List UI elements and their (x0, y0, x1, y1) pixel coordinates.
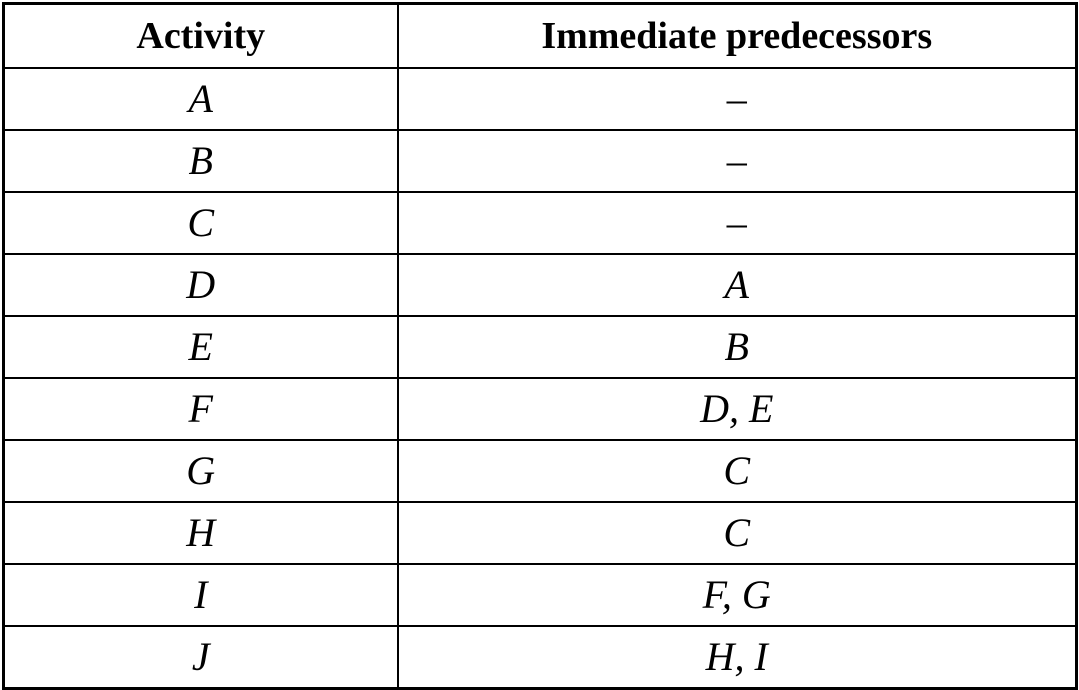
cell-predecessors: – (398, 130, 1077, 192)
table-row (4, 502, 1077, 564)
cell-activity: E (4, 316, 398, 378)
cell-activity: G (4, 440, 398, 502)
table-body (4, 68, 1077, 689)
cell-predecessors: – (398, 68, 1077, 130)
column-header-immediate-predecessors: Immediate predecessors (398, 4, 1077, 69)
cell-predecessors: F, G (398, 564, 1077, 626)
cell-predecessors: D, E (398, 378, 1077, 440)
cell-activity: I (4, 564, 398, 626)
cell-predecessors: C (398, 502, 1077, 564)
cell-activity: H (4, 502, 398, 564)
table-row (4, 192, 1077, 254)
cell-predecessors: B (398, 316, 1077, 378)
table-row (4, 440, 1077, 502)
table-row (4, 378, 1077, 440)
table-row (4, 626, 1077, 689)
cell-activity: D (4, 254, 398, 316)
cell-activity: C (4, 192, 398, 254)
cell-activity: A (4, 68, 398, 130)
cell-predecessors: A (398, 254, 1077, 316)
table-header-row (4, 4, 1077, 69)
table-row (4, 564, 1077, 626)
cell-predecessors: H, I (398, 626, 1077, 689)
cell-activity: J (4, 626, 398, 689)
cell-predecessors: C (398, 440, 1077, 502)
table-row (4, 254, 1077, 316)
table-row (4, 68, 1077, 130)
table-header (4, 4, 1077, 69)
table-row (4, 130, 1077, 192)
precedence-table (2, 2, 1078, 690)
cell-activity: F (4, 378, 398, 440)
column-header-activity: Activity (4, 4, 398, 69)
table-row (4, 316, 1077, 378)
cell-predecessors: – (398, 192, 1077, 254)
cell-activity: B (4, 130, 398, 192)
